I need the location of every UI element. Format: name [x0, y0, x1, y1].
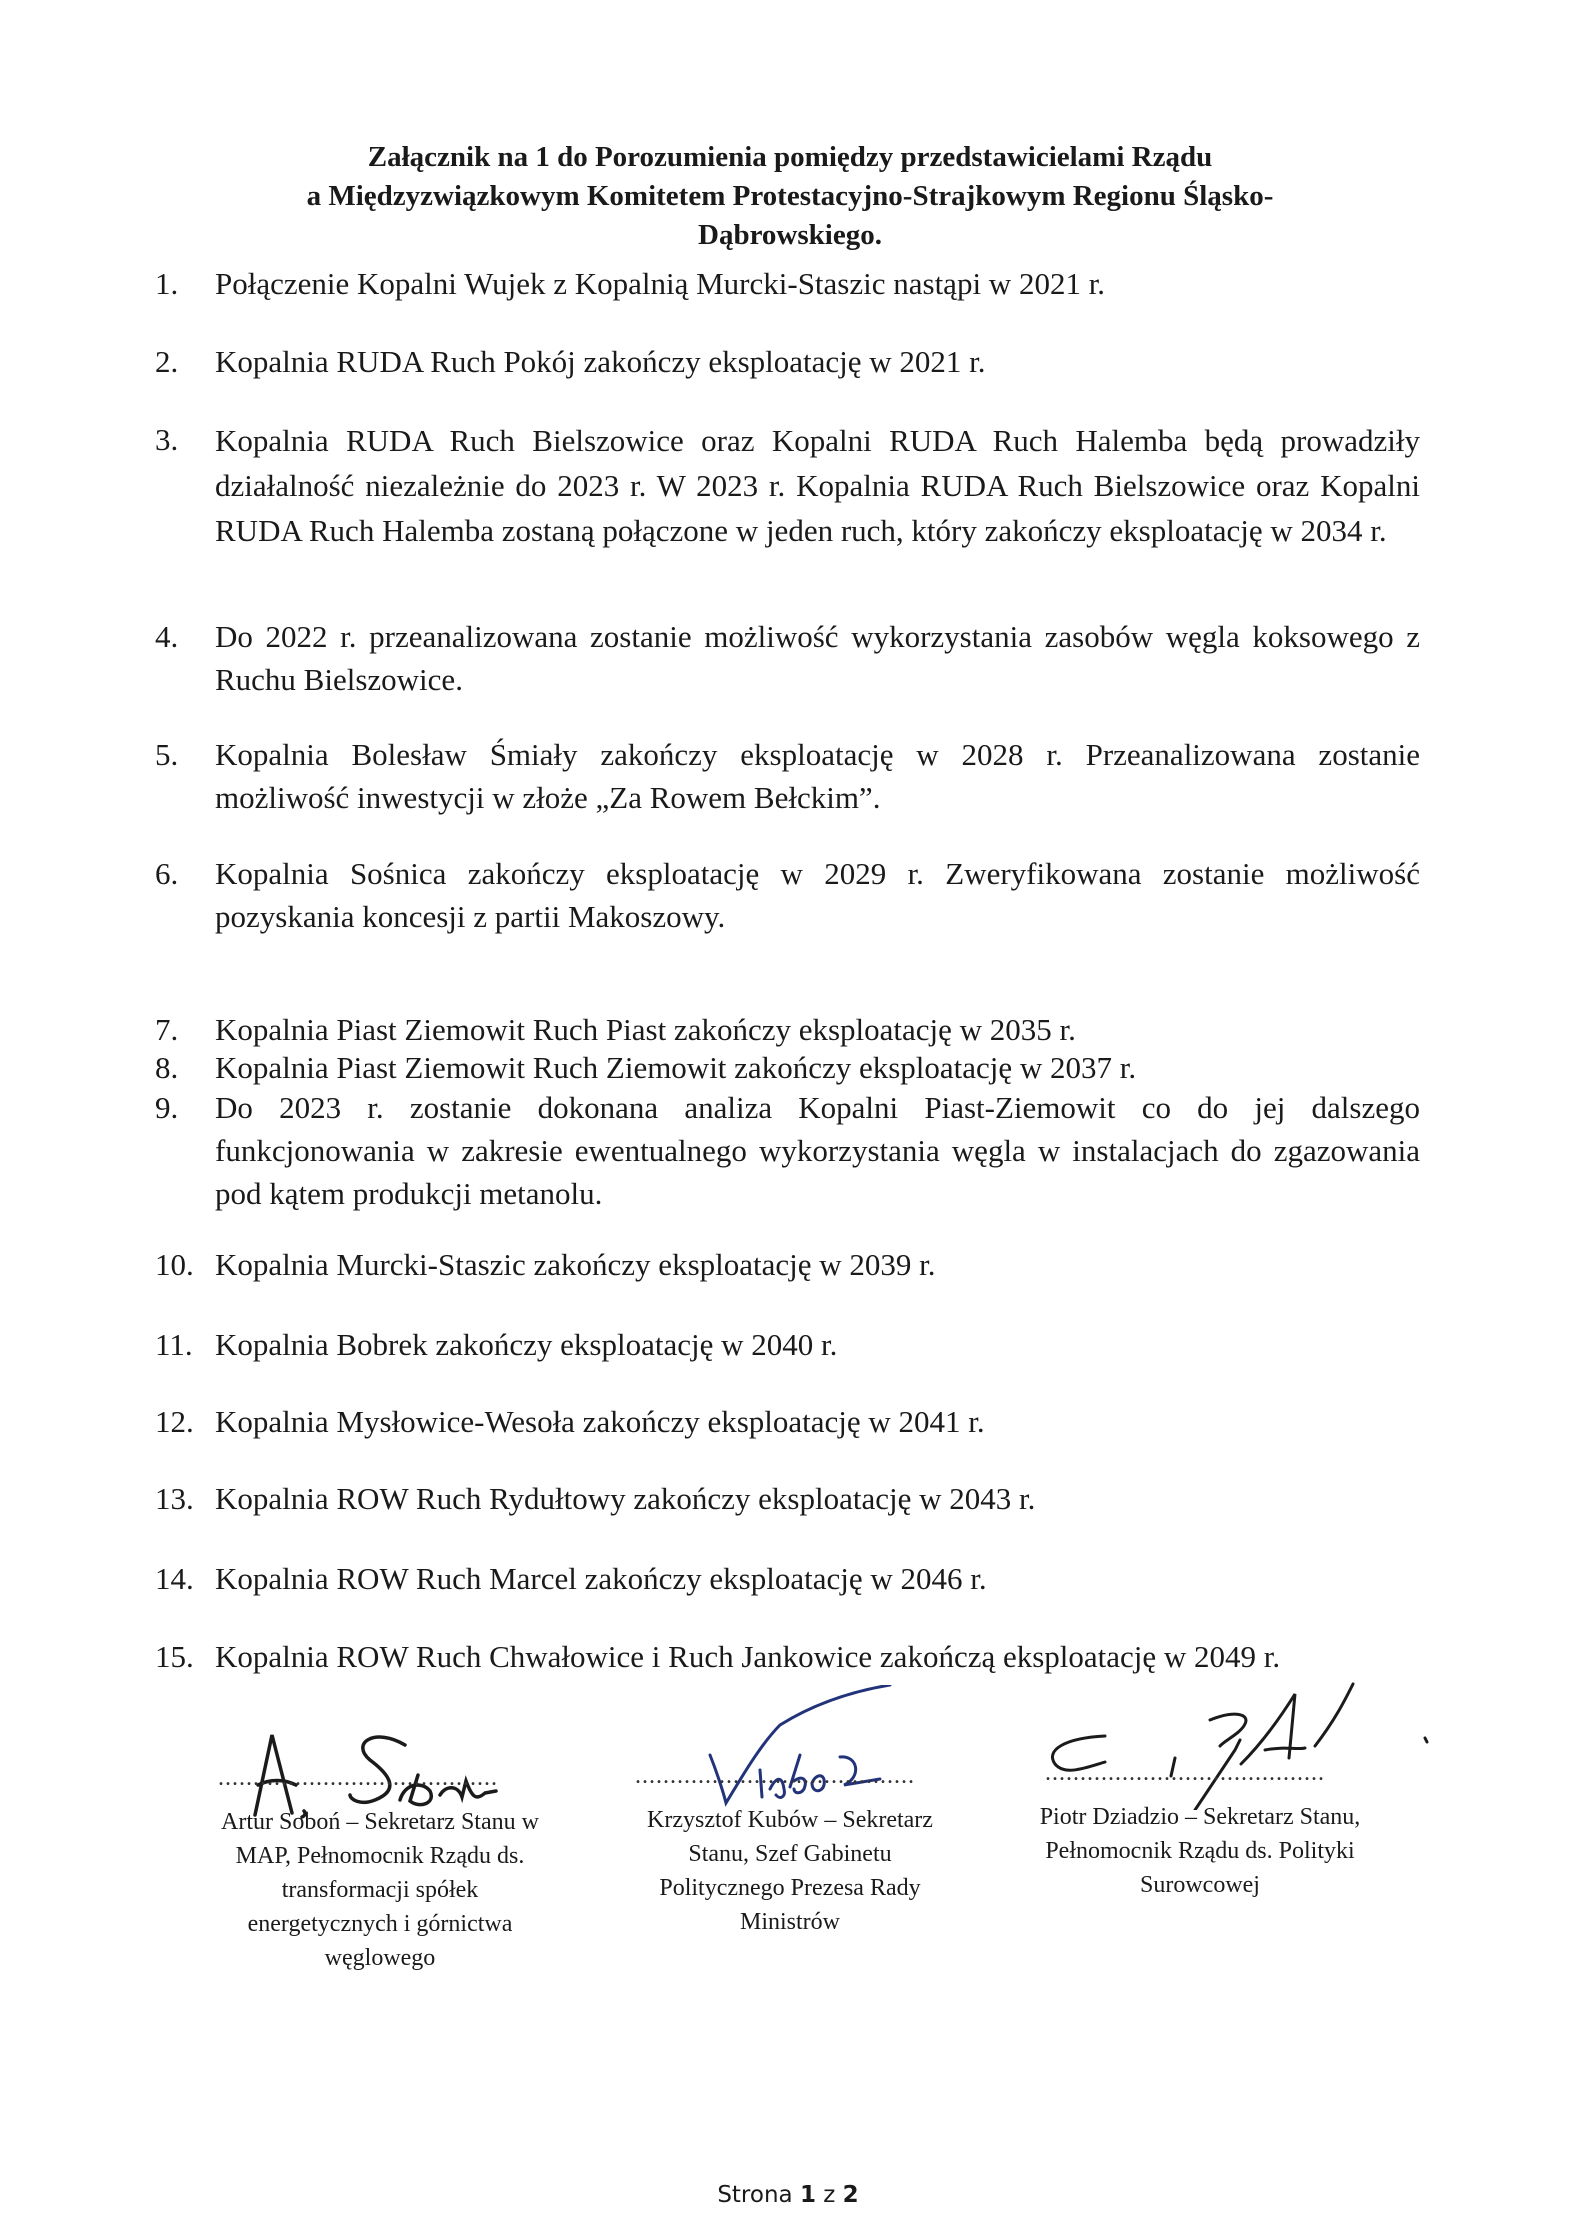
- item-text: Kopalnia ROW Ruch Chwałowice i Ruch Jankowice zakończą eksploatację w 2049 r.: [215, 1639, 1281, 1674]
- item-number: 4.: [155, 619, 179, 654]
- signature-text-line: Stanu, Szef Gabinetu: [688, 1841, 892, 1867]
- title-line: Załącznik na 1 do Porozumienia pomiędzy przedstawicielami Rządu: [367, 141, 1213, 173]
- signature-text-line: energetycznych i górnictwa: [247, 1911, 513, 1937]
- item-text: Kopalnia ROW Ruch Rydułtowy zakończy eksploatację w 2043 r.: [215, 1481, 1036, 1516]
- item-text: Kopalnia Sośnica zakończy eksploatację w 2029 r. Zweryfikowana zostanie możliwość pozyskania koncesji z partii Makoszowy.: [215, 856, 1420, 934]
- page-footer: [0, 2182, 1576, 2208]
- item-text: Kopalnia RUDA Ruch Bielszowice oraz Kopalni RUDA Ruch Halemba będą prowadziły działalność niezależnie do 2023 r. W 2023 r. Kopalnia RUDA Ruch Bielszowice oraz Kopalni RUDA Ruch Halemba zostaną połączone w jeden ruch, który zakończy eksploatację w 2034 r.: [215, 423, 1420, 548]
- signature-text-line: Artur Soboń – Sekretarz Stanu w: [221, 1809, 539, 1835]
- signature-text-line: Piotr Dziadzio – Sekretarz Stanu,: [1039, 1804, 1361, 1830]
- signature-text-line: MAP, Pełnomocnik Rządu ds.: [235, 1843, 525, 1869]
- signature-text-line: transformacji spółek: [281, 1877, 479, 1903]
- signature-block-kubow: [610, 1803, 970, 1939]
- item-number: 9.: [155, 1090, 179, 1125]
- item-number: 5.: [155, 737, 179, 772]
- item-number: 2.: [155, 344, 179, 379]
- item-text: Kopalnia Murcki-Staszic zakończy eksploatację w 2039 r.: [215, 1247, 936, 1282]
- signature-text-line: Ministrów: [739, 1909, 840, 1935]
- item-number: 6.: [155, 856, 179, 891]
- signature-text-line: Surowcowej: [1140, 1872, 1260, 1898]
- signature-scribble-kubow: [690, 1685, 970, 1815]
- item-number: 1.: [155, 266, 179, 301]
- item-text: Kopalnia RUDA Ruch Pokój zakończy eksploatację w 2021 r.: [215, 344, 986, 379]
- item-number: 10.: [155, 1247, 194, 1282]
- title-line: Dąbrowskiego.: [698, 219, 882, 251]
- footer-separator: z: [823, 2182, 836, 2208]
- item-number: 7.: [155, 1012, 179, 1047]
- signature-block-sobon: [180, 1805, 580, 1975]
- signature-line: ........................................: [1045, 1760, 1325, 1786]
- item-number: 8.: [155, 1050, 179, 1085]
- signature-scribble-dziadzio: [1035, 1680, 1455, 1810]
- item-text: Kopalnia Bolesław Śmiały zakończy eksploatację w 2028 r. Przeanalizowana zostanie możliwość inwestycji w złoże „Za Rowem Bełckim”.: [215, 737, 1420, 815]
- item-number: 15.: [155, 1639, 194, 1674]
- footer-prefix: Strona: [717, 2182, 793, 2208]
- signature-text-line: węglowego: [324, 1945, 436, 1971]
- item-number: 3.: [155, 422, 179, 457]
- item-number: 12.: [155, 1404, 194, 1439]
- signature-text-line: Krzysztof Kubów – Sekretarz: [647, 1807, 933, 1833]
- title-line: a Międzyzwiązkowym Komitetem Protestacyjno-Strajkowym Regionu Śląsko-: [306, 180, 1274, 212]
- item-text: Kopalnia Mysłowice-Wesoła zakończy eksploatację w 2041 r.: [215, 1404, 985, 1439]
- item-number: 13.: [155, 1481, 194, 1516]
- document-title: [200, 138, 1380, 255]
- item-text: Kopalnia Piast Ziemowit Ruch Ziemowit zakończy eksploatację w 2037 r.: [215, 1050, 1137, 1085]
- footer-page-number: 1: [799, 2182, 816, 2208]
- item-text: Kopalnia Piast Ziemowit Ruch Piast zakończy eksploatację w 2035 r.: [215, 1012, 1076, 1047]
- signature-line: ........................................: [218, 1765, 498, 1791]
- signature-text-line: Politycznego Prezesa Rady: [659, 1875, 921, 1901]
- footer-page-total: 2: [842, 2182, 859, 2208]
- item-number: 11.: [155, 1327, 193, 1362]
- item-text: Kopalnia Bobrek zakończy eksploatację w 2040 r.: [215, 1327, 838, 1362]
- item-text: Połączenie Kopalni Wujek z Kopalnią Murcki-Staszic nastąpi w 2021 r.: [215, 266, 1106, 301]
- signature-text-line: Pełnomocnik Rządu ds. Polityki: [1045, 1838, 1355, 1864]
- item-text: Do 2023 r. zostanie dokonana analiza Kopalni Piast-Ziemowit co do jej dalszego funkcjonowania w zakresie ewentualnego wykorzystania węgla w instalacjach do zgazowania pod kątem produkcji metanolu.: [215, 1090, 1420, 1211]
- signature-line: ........................................: [635, 1763, 915, 1789]
- signature-block-dziadzio: [1000, 1800, 1400, 1902]
- item-text: Kopalnia ROW Ruch Marcel zakończy eksploatację w 2046 r.: [215, 1561, 987, 1596]
- item-number: 14.: [155, 1561, 194, 1596]
- item-text: Do 2022 r. przeanalizowana zostanie możliwość wykorzystania zasobów węgla koksowego z Ruchu Bielszowice.: [215, 619, 1420, 697]
